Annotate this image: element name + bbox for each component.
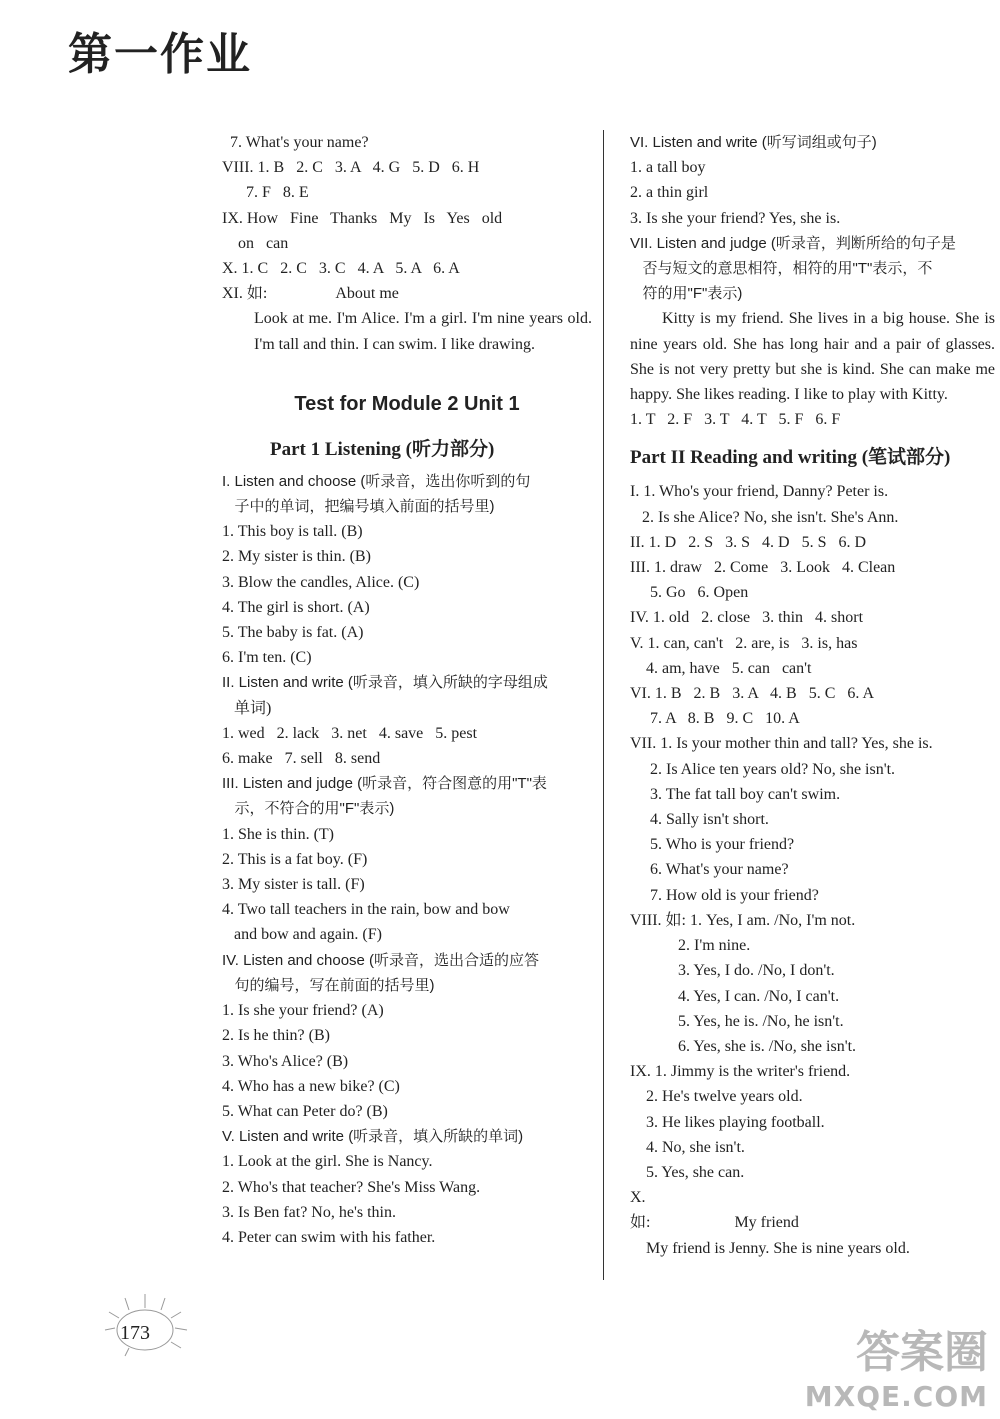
answer-line: 4. Yes, I can. /No, I can't. xyxy=(630,987,840,1005)
answer-line: 6. Yes, she is. /No, she isn't. xyxy=(630,1037,857,1055)
answer-line: 4. The girl is short. (A) xyxy=(222,598,370,616)
answer-line: III. Listen and judge (听录音，符合图意的用"T"表 xyxy=(222,775,547,793)
left-column xyxy=(222,130,592,1250)
answer-line: on can xyxy=(222,234,289,252)
answer-line: VI. Listen and write (听写词组或句子) xyxy=(630,134,877,151)
answer-line: 否与短文的意思相符，相符的用"T"表示，不 xyxy=(630,260,933,278)
answer-line: 2. I'm nine. xyxy=(630,937,751,955)
answer-line: 3. My sister is tall. (F) xyxy=(222,876,365,894)
answer-line: V. Listen and write (听录音，填入所缺的单词) xyxy=(222,1128,524,1146)
answer-line: V. 1. can, can't 2. are, is 3. is, has xyxy=(630,634,858,652)
answer-line: VIII. 如: 1. Yes, I am. /No, I'm not. xyxy=(630,911,856,929)
answer-line: 2. My sister is thin. (B) xyxy=(222,548,371,566)
answer-line: 1. wed 2. lack 3. net 4. save 5. pest xyxy=(222,724,478,742)
answer-line: 2. a thin girl xyxy=(630,184,709,202)
answer-line: 5. Yes, he is. /No, he isn't. xyxy=(630,1012,844,1030)
right-column xyxy=(630,130,995,1261)
answer-line: 2. This is a fat boy. (F) xyxy=(222,850,368,868)
answer-line: III. 1. draw 2. Come 3. Look 4. Clean xyxy=(630,559,896,577)
answer-line: 3. Blow the candles, Alice. (C) xyxy=(222,573,420,591)
answer-line: 3. Who's Alice? (B) xyxy=(222,1052,349,1070)
part1-title: Part 1 Listening (听力部分) xyxy=(270,438,495,460)
answer-line: 子中的单词，把编号填入前面的括号里) xyxy=(222,498,495,516)
answer-line: 3. Yes, I do. /No, I don't. xyxy=(630,962,835,980)
answer-line: IX. How Fine Thanks My Is Yes old xyxy=(222,209,503,227)
answer-line: 3. He likes playing football. xyxy=(630,1113,825,1131)
part2-title: Part II Reading and writing (笔试部分) xyxy=(630,447,951,469)
answer-line: 7. F 8. E xyxy=(222,184,309,202)
answer-line: XI. 如: About me xyxy=(222,285,399,303)
answer-line: 3. The fat tall boy can't swim. xyxy=(630,785,841,803)
answer-line: 4. Two tall teachers in the rain, bow and bow xyxy=(222,901,510,919)
answer-line: 5. What can Peter do? (B) xyxy=(222,1102,388,1120)
answer-line: 符的用"F"表示) xyxy=(630,285,743,303)
answer-line: II. 1. D 2. S 3. S 4. D 5. S 6. D xyxy=(630,533,867,551)
answer-line: VII. Listen and judge (听录音，判断所给的句子是 xyxy=(630,234,956,252)
answer-line: 1. She is thin. (T) xyxy=(222,825,334,843)
answer-line: X. 1. C 2. C 3. C 4. A 5. A 6. A xyxy=(222,260,460,278)
answer-line: 7. A 8. B 9. C 10. A xyxy=(630,710,800,728)
answer-line: IV. 1. old 2. close 3. thin 4. short xyxy=(630,609,864,627)
left-answers-top xyxy=(222,130,592,306)
answer-line: II. Listen and write (听录音，填入所缺的字母组成 xyxy=(222,674,548,692)
answer-line: 4. Sally isn't short. xyxy=(630,811,769,829)
answer-line: 4. No, she isn't. xyxy=(630,1138,745,1156)
answer-line: 5. The baby is fat. (A) xyxy=(222,624,364,642)
watermark xyxy=(805,1316,988,1413)
answer-line: 如: My friend xyxy=(630,1214,799,1232)
left-answers-listening xyxy=(222,469,592,1250)
sun-decoration-icon xyxy=(95,1290,205,1360)
test-title: Test for Module 2 Unit 1 xyxy=(294,392,520,415)
answer-line: 7. How old is your friend? xyxy=(630,886,819,904)
answer-line: My friend is Jenny. She is nine years old. xyxy=(630,1239,910,1257)
answer-line: 4. Who has a new bike? (C) xyxy=(222,1077,400,1095)
answer-line: 7. What's your name? xyxy=(222,134,369,151)
tf-answers: 1. T 2. F 3. T 4. T 5. F 6. F xyxy=(630,411,841,429)
answer-line: 5. Who is your friend? xyxy=(630,836,795,854)
answer-line: VI. 1. B 2. B 3. A 4. B 5. C 6. A xyxy=(630,685,875,703)
answer-line: 1. a tall boy xyxy=(630,159,706,177)
answer-line: VIII. 1. B 2. C 3. A 4. G 5. D 6. H xyxy=(222,159,480,177)
answer-line: IX. 1. Jimmy is the writer's friend. xyxy=(630,1063,851,1081)
answer-line: 2. He's twelve years old. xyxy=(630,1088,803,1106)
answer-line: X. xyxy=(630,1189,646,1207)
answer-line: 4. Peter can swim with his father. xyxy=(222,1228,436,1246)
answer-line: 5. Yes, she can. xyxy=(630,1163,745,1181)
answer-line: 3. Is Ben fat? No, he's thin. xyxy=(222,1203,396,1221)
answer-line: and bow and again. (F) xyxy=(222,926,382,944)
answer-line: 6. I'm ten. (C) xyxy=(222,649,312,667)
watermark-url: MXQE.COM xyxy=(804,1380,988,1413)
answer-line: I. 1. Who's your friend, Danny? Peter is. xyxy=(630,483,889,501)
answer-line: 2. Who's that teacher? She's Miss Wang. xyxy=(222,1178,481,1196)
answer-line: 5. Go 6. Open xyxy=(630,584,749,602)
answer-line: 单词) xyxy=(222,699,272,717)
answer-line: 4. am, have 5. can can't xyxy=(630,659,812,677)
answer-line: 2. Is he thin? (B) xyxy=(222,1027,330,1045)
column-divider xyxy=(603,130,604,1280)
answer-line: VII. 1. Is your mother thin and tall? Yes, she is. xyxy=(630,735,933,753)
brand-logo: 第一作业 xyxy=(68,29,252,80)
answer-line: 3. Is she your friend? Yes, she is. xyxy=(630,209,841,227)
answer-line: 6. What's your name? xyxy=(630,861,789,879)
answer-line: I. Listen and choose (听录音，选出你听到的句 xyxy=(222,472,531,490)
about-me-paragraph: Look at me. I'm Alice. I'm a girl. I'm nine years old. I'm tall and thin. I can swim. I like drawing. xyxy=(254,310,592,353)
kitty-paragraph: Kitty is my friend. She lives in a big house. She is nine years old. She has long hair and a pair of glasses. She is not very pretty but she is kind. She can make me happy. She likes reading. I like to play with Kitty. xyxy=(630,310,995,404)
answer-line: 6. make 7. sell 8. send xyxy=(222,750,381,768)
answer-line: 1. Is she your friend? (A) xyxy=(222,1002,384,1020)
answer-line: 示，不符合的用"F"表示) xyxy=(222,800,395,818)
right-answers-top xyxy=(630,130,995,306)
page-number: 173 xyxy=(120,1322,150,1344)
answer-line: 1. This boy is tall. (B) xyxy=(222,523,363,541)
answer-line: 2. Is she Alice? No, she isn't. She's Ann. xyxy=(630,508,899,526)
answer-line: 2. Is Alice ten years old? No, she isn't. xyxy=(630,760,896,778)
answer-line: 1. Look at the girl. She is Nancy. xyxy=(222,1153,433,1171)
answer-line: IV. Listen and choose (听录音，选出合适的应答 xyxy=(222,951,540,969)
watermark-logo: 答案圈 xyxy=(856,1327,988,1378)
right-answers-writing xyxy=(630,479,995,1260)
answer-line: 句的编号，写在前面的括号里) xyxy=(222,976,435,994)
